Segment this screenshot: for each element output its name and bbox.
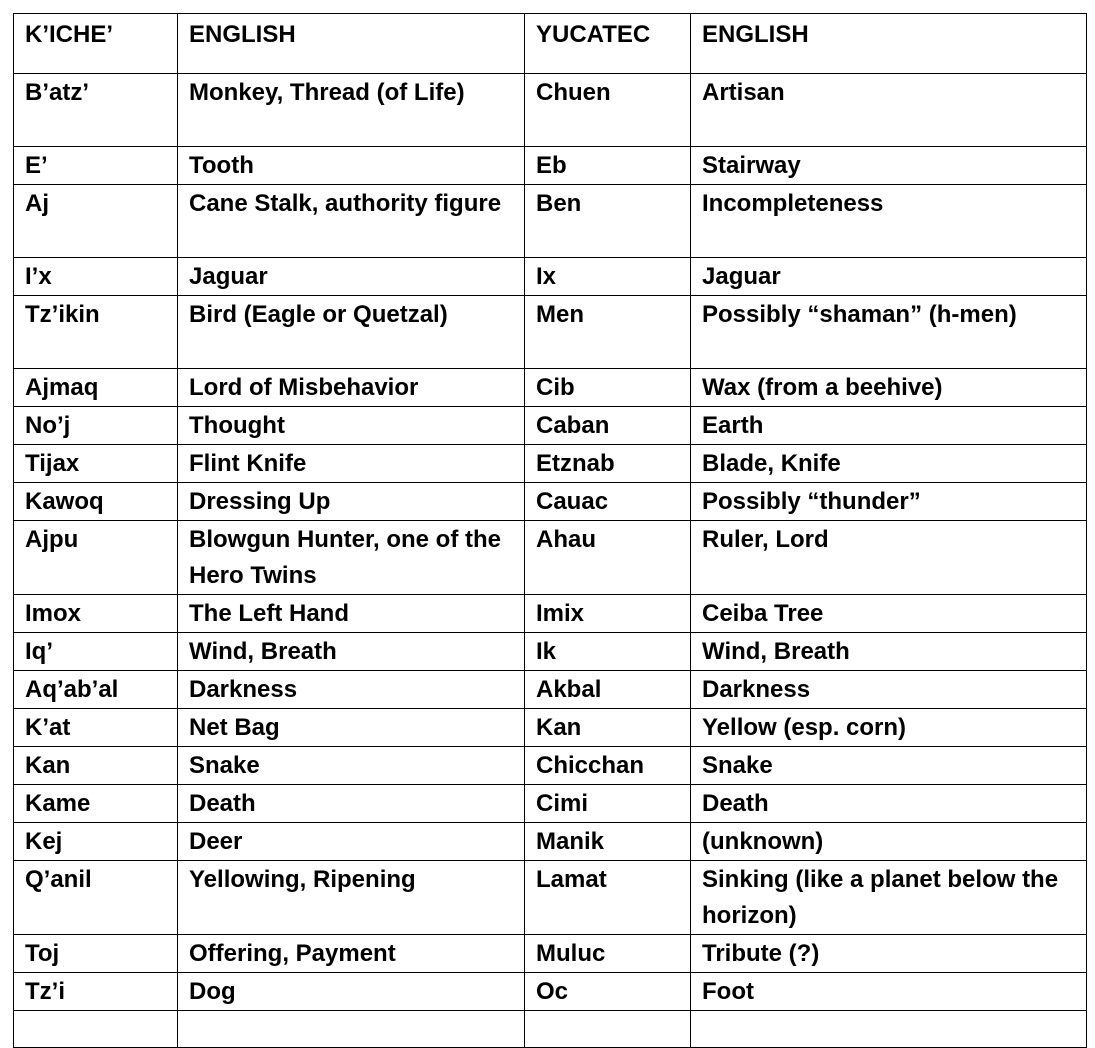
yucatec-english-cell: Tribute (?) (691, 935, 1087, 973)
kiche-english-cell: Lord of Misbehavior (178, 369, 525, 407)
table-row (14, 785, 1087, 823)
kiche-cell: Tz’ikin (14, 296, 178, 369)
kiche-english-cell: Jaguar (178, 258, 525, 296)
kiche-cell: Ajmaq (14, 369, 178, 407)
yucatec-english-cell: Ceiba Tree (691, 595, 1087, 633)
kiche-cell: E’ (14, 147, 178, 185)
yucatec-cell: Ahau (525, 521, 691, 595)
table-row (14, 258, 1087, 296)
table-row (14, 973, 1087, 1011)
yucatec-cell: Kan (525, 709, 691, 747)
table-header-row (14, 14, 1087, 74)
kiche-english-cell: Offering, Payment (178, 935, 525, 973)
yucatec-english-cell (691, 1011, 1087, 1048)
table-row (14, 521, 1087, 595)
table-row (14, 747, 1087, 785)
kiche-cell: Kawoq (14, 483, 178, 521)
yucatec-cell: Lamat (525, 861, 691, 935)
yucatec-english-cell: Wind, Breath (691, 633, 1087, 671)
kiche-english-cell: Thought (178, 407, 525, 445)
kiche-english-cell: Net Bag (178, 709, 525, 747)
yucatec-cell: Etznab (525, 445, 691, 483)
header-kiche: K’ICHE’ (14, 14, 178, 74)
yucatec-cell: Cib (525, 369, 691, 407)
table-row (14, 595, 1087, 633)
yucatec-cell: Manik (525, 823, 691, 861)
table-row (14, 935, 1087, 973)
yucatec-english-cell: Darkness (691, 671, 1087, 709)
table-row (14, 185, 1087, 258)
yucatec-cell: Chuen (525, 74, 691, 147)
yucatec-cell: Imix (525, 595, 691, 633)
yucatec-cell: Cauac (525, 483, 691, 521)
kiche-english-cell: Dog (178, 973, 525, 1011)
kiche-english-cell: Darkness (178, 671, 525, 709)
yucatec-cell (525, 1011, 691, 1048)
kiche-cell: I’x (14, 258, 178, 296)
kiche-cell (14, 1011, 178, 1048)
header-english-2: ENGLISH (691, 14, 1087, 74)
kiche-english-cell: Dressing Up (178, 483, 525, 521)
yucatec-cell: Ik (525, 633, 691, 671)
kiche-cell: Q’anil (14, 861, 178, 935)
table-row (14, 445, 1087, 483)
kiche-cell: Kej (14, 823, 178, 861)
kiche-cell: Toj (14, 935, 178, 973)
table-row (14, 671, 1087, 709)
yucatec-cell: Eb (525, 147, 691, 185)
table-row (14, 633, 1087, 671)
yucatec-cell: Cimi (525, 785, 691, 823)
header-english-1: ENGLISH (178, 14, 525, 74)
yucatec-english-cell: Wax (from a beehive) (691, 369, 1087, 407)
yucatec-english-cell: Stairway (691, 147, 1087, 185)
kiche-english-cell: Deer (178, 823, 525, 861)
kiche-english-cell: Wind, Breath (178, 633, 525, 671)
yucatec-english-cell: Ruler, Lord (691, 521, 1087, 595)
yucatec-english-cell: Sinking (like a planet below the horizon) (691, 861, 1087, 935)
yucatec-english-cell: Incompleteness (691, 185, 1087, 258)
yucatec-english-cell: Artisan (691, 74, 1087, 147)
kiche-english-cell: Cane Stalk, authority figure (178, 185, 525, 258)
yucatec-cell: Chicchan (525, 747, 691, 785)
table-row (14, 407, 1087, 445)
yucatec-cell: Ix (525, 258, 691, 296)
yucatec-cell: Caban (525, 407, 691, 445)
table-row (14, 147, 1087, 185)
yucatec-english-cell: Jaguar (691, 258, 1087, 296)
yucatec-english-cell: Blade, Knife (691, 445, 1087, 483)
kiche-english-cell: The Left Hand (178, 595, 525, 633)
kiche-cell: Aj (14, 185, 178, 258)
yucatec-cell: Muluc (525, 935, 691, 973)
yucatec-english-cell: Death (691, 785, 1087, 823)
yucatec-cell: Akbal (525, 671, 691, 709)
day-names-table (13, 13, 1087, 1048)
kiche-english-cell: Monkey, Thread (of Life) (178, 74, 525, 147)
kiche-english-cell: Snake (178, 747, 525, 785)
table-row (14, 483, 1087, 521)
table-row (14, 74, 1087, 147)
yucatec-english-cell: Possibly “thunder” (691, 483, 1087, 521)
kiche-cell: Imox (14, 595, 178, 633)
kiche-cell: No’j (14, 407, 178, 445)
yucatec-cell: Ben (525, 185, 691, 258)
table-body (14, 14, 1087, 1048)
yucatec-english-cell: (unknown) (691, 823, 1087, 861)
table-row (14, 861, 1087, 935)
kiche-cell: K’at (14, 709, 178, 747)
yucatec-english-cell: Earth (691, 407, 1087, 445)
kiche-english-cell: Death (178, 785, 525, 823)
kiche-english-cell: Blowgun Hunter, one of the Hero Twins (178, 521, 525, 595)
kiche-english-cell: Flint Knife (178, 445, 525, 483)
kiche-cell: Kame (14, 785, 178, 823)
yucatec-cell: Oc (525, 973, 691, 1011)
kiche-cell: Kan (14, 747, 178, 785)
kiche-english-cell: Bird (Eagle or Quetzal) (178, 296, 525, 369)
kiche-cell: B’atz’ (14, 74, 178, 147)
kiche-cell: Iq’ (14, 633, 178, 671)
kiche-cell: Ajpu (14, 521, 178, 595)
yucatec-cell: Men (525, 296, 691, 369)
yucatec-english-cell: Yellow (esp. corn) (691, 709, 1087, 747)
kiche-cell: Aq’ab’al (14, 671, 178, 709)
table-row (14, 296, 1087, 369)
yucatec-english-cell: Possibly “shaman” (h-men) (691, 296, 1087, 369)
table-row (14, 823, 1087, 861)
kiche-cell: Tz’i (14, 973, 178, 1011)
kiche-english-cell: Yellowing, Ripening (178, 861, 525, 935)
yucatec-english-cell: Foot (691, 973, 1087, 1011)
table-row (14, 369, 1087, 407)
table-row-empty (14, 1011, 1087, 1048)
kiche-english-cell (178, 1011, 525, 1048)
yucatec-english-cell: Snake (691, 747, 1087, 785)
kiche-cell: Tijax (14, 445, 178, 483)
table-row (14, 709, 1087, 747)
header-yucatec: YUCATEC (525, 14, 691, 74)
kiche-english-cell: Tooth (178, 147, 525, 185)
